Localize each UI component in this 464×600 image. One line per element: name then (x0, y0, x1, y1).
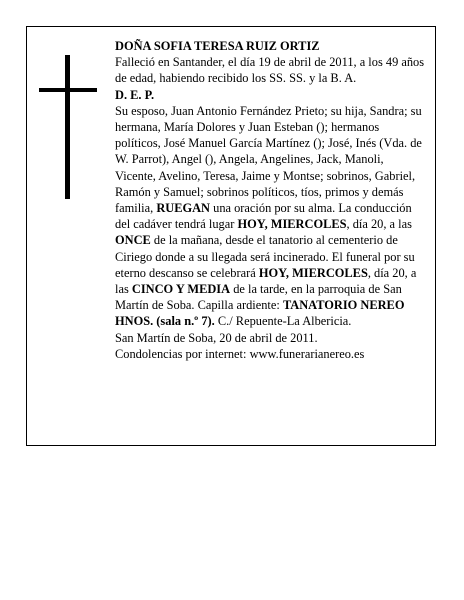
condolences-line (115, 346, 425, 362)
rest-in-peace: D. E. P. (115, 87, 155, 102)
funeral-date: , día 20, a las (115, 265, 417, 297)
obituary-text (115, 38, 425, 362)
conduction-date: , día 20, a las (346, 217, 412, 232)
chapel-address: C./ Repuente-La Albericia. (217, 314, 352, 329)
place-date: San Martín de Soba, 20 de abril de 2011. (115, 330, 318, 345)
chapel-name: TANATORIO NEREO HNOS. (sala n.º 7). (115, 298, 405, 329)
family-list: Su esposo, Juan Antonio Fernández Prieto; su hija, Sandra; su hermana, María Dolores y Juan Esteban (); hermanos políticos, José Manuel García Martínez (); José, Inés (Vda. de W. Parrot), Angel (), Angela, Angelines, Jack, Manoli, Vicente, Avelino, Teresa, Jaime y Montse; sobrinos, Gabriel, Ramón y Samuel; sobrinos políticos, tíos, primos y demás familia, (115, 103, 422, 216)
funeral-hour: CINCO Y MEDIA (131, 282, 231, 297)
funeral-details: de la tarde, en la parroquia de San Martín de Soba. Capilla ardiente: (115, 282, 402, 313)
conduction-day: HOY, MIERCOLES (237, 217, 347, 232)
death-intro: Falleció en Santander, el día 19 de abril de 2011, a los 49 años de edad, habiendo recibido los SS. SS. y la B. A. (115, 55, 425, 86)
conduction-details: de la mañana, desde el tanatorio al cementerio de Ciriego donde a su llegada será incinerado. El funeral por su eterno descanso se celebrará (115, 233, 415, 280)
cross-vertical-bar (65, 55, 70, 199)
condolences-label: Condolencias por internet: (115, 346, 247, 361)
family-paragraph (115, 103, 425, 330)
conduction-hour: ONCE (115, 233, 151, 248)
prayer-text: una oración por su alma. La conducción del cadáver tendrá lugar (115, 201, 412, 232)
funeral-day: HOY, MIERCOLES (258, 265, 368, 280)
obituary-notice (26, 26, 436, 446)
deceased-name: DOÑA SOFIA TERESA RUIZ ORTIZ (115, 39, 320, 53)
cross-icon (39, 55, 97, 199)
cross-horizontal-bar (39, 88, 97, 92)
ruegan-label: RUEGAN (156, 201, 211, 216)
condolences-url: www.funerarianereo.es (249, 346, 365, 361)
